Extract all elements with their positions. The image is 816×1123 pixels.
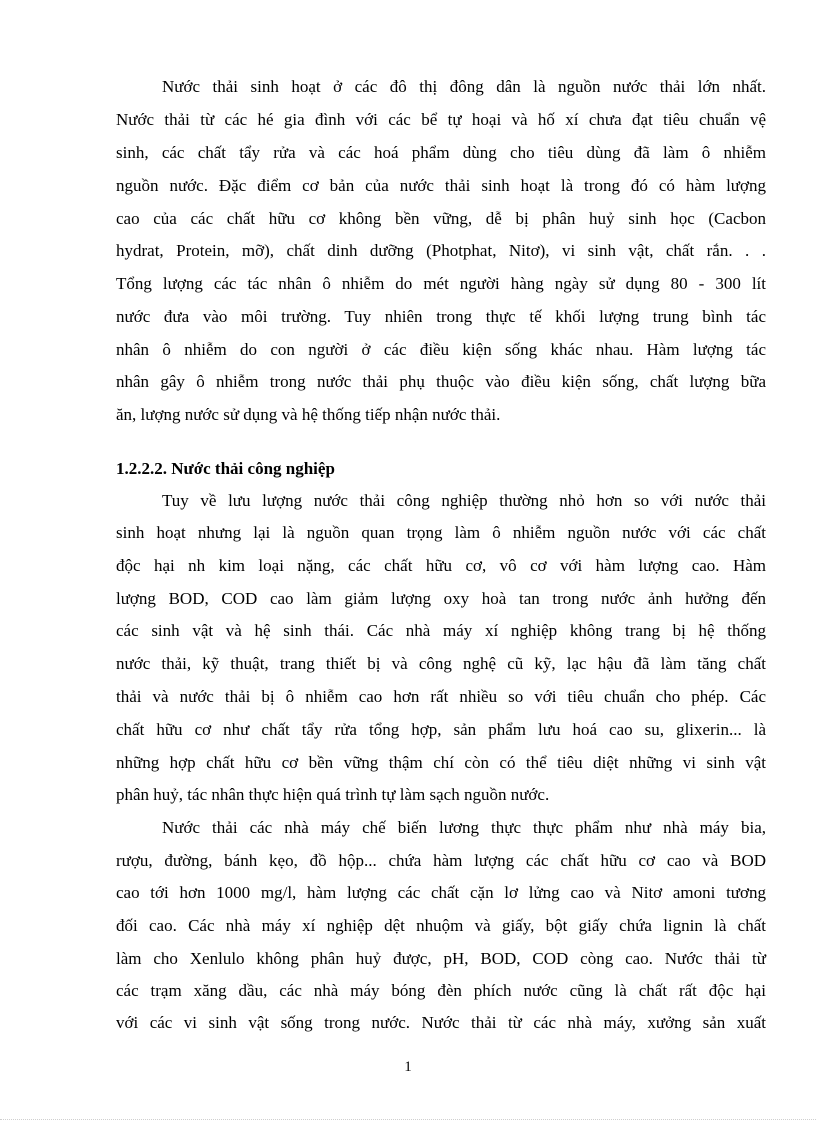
text-line: hydrat, Protein, mỡ), chất dinh dưỡng (Photphat, Nitơ), vi sinh vật, chất rắn. . . (116, 241, 766, 260)
text-line: cao của các chất hữu cơ không bền vững, dễ bị phân huỷ sinh học (Cacbon (116, 209, 766, 228)
text-line: sinh, các chất tẩy rửa và các hoá phẩm dùng cho tiêu dùng đã làm ô nhiễm (116, 143, 766, 162)
text-line: Nước thải sinh hoạt ở các đô thị đông dân là nguồn nước thải lớn nhất. (162, 77, 766, 96)
text-line: các trạm xăng dầu, các nhà máy bóng đèn phích nước cũng là chất rất độc hại (116, 981, 766, 1000)
text-line: làm cho Xenlulo không phân huỷ được, pH, BOD, COD còng cao. Nước thải từ (116, 949, 766, 968)
text-line: các sinh vật và hệ sinh thái. Các nhà máy xí nghiệp không trang bị hệ thống (116, 621, 766, 640)
text-line: nước đưa vào môi trường. Tuy nhiên trong thực tế khối lượng trung bình tác (116, 307, 766, 326)
text-line: nước thải, kỹ thuật, trang thiết bị và công nghệ cũ kỹ, lạc hậu đã làm tăng chất (116, 654, 766, 673)
footer-divider (0, 1119, 816, 1120)
text-line: Tổng lượng các tác nhân ô nhiễm do mét người hàng ngày sử dụng 80 - 300 lít (116, 274, 766, 293)
text-line: nhân gây ô nhiễm trong nước thải phụ thuộc vào điều kiện sống, chất lượng bữa (116, 372, 766, 391)
text-line: sinh hoạt nhưng lại là nguồn quan trọng làm ô nhiễm nguồn nước với các chất (116, 523, 766, 542)
text-line: với các vi sinh vật sống trong nước. Nước thải từ các nhà máy, xưởng sản xuất (116, 1013, 766, 1032)
text-line: chất hữu cơ như chất tẩy rửa tổng hợp, sản phẩm lưu hoá cao su, glixerin... là (116, 720, 766, 739)
text-line: nguồn nước. Đặc điểm cơ bản của nước thải sinh hoạt là trong đó có hàm lượng (116, 176, 766, 195)
text-line: nhân ô nhiễm do con người ở các điều kiện sống khác nhau. Hàm lượng tác (116, 340, 766, 359)
text-line: phân huỷ, tác nhân thực hiện quá trình tự làm sạch nguồn nước. (116, 785, 550, 804)
text-line: lượng BOD, COD cao làm giảm lượng oxy hoà tan trong nước ảnh hưởng đến (116, 589, 766, 608)
text-line: rượu, đường, bánh kẹo, đồ hộp... chứa hàm lượng các chất hữu cơ cao và BOD (116, 851, 766, 870)
text-line: đối cao. Các nhà máy xí nghiệp dệt nhuộm và giấy, bột giấy chứa lignin là chất (116, 916, 766, 935)
text-line: những hợp chất hữu cơ bền vững thậm chí còn có thể tiêu diệt những vi sinh vật (116, 753, 766, 772)
text-line: độc hại nh kim loại nặng, các chất hữu cơ, vô cơ với hàm lượng cao. Hàm (116, 556, 766, 575)
text-line: Nước thải các nhà máy chế biến lương thực thực phẩm như nhà máy bia, (162, 818, 766, 837)
text-line: ăn, lượng nước sử dụng và hệ thống tiếp nhận nước thải. (116, 405, 501, 424)
page-number: 1 (404, 1059, 412, 1075)
text-line: cao tới hơn 1000 mg/l, hàm lượng các chất cặn lơ lửng cao và Nitơ amoni tương (116, 883, 766, 902)
text-line: Tuy về lưu lượng nước thải công nghiệp thường nhỏ hơn so với nước thải (162, 491, 766, 510)
section-heading: 1.2.2.2. Nước thải công nghiệp (116, 459, 335, 478)
text-line: thải và nước thải bị ô nhiễm cao hơn rất nhiều so với tiêu chuẩn cho phép. Các (116, 687, 766, 706)
text-line: Nước thải từ các hé gia đình với các bể tự hoại và hố xí chưa đạt tiêu chuẩn vệ (116, 110, 766, 129)
